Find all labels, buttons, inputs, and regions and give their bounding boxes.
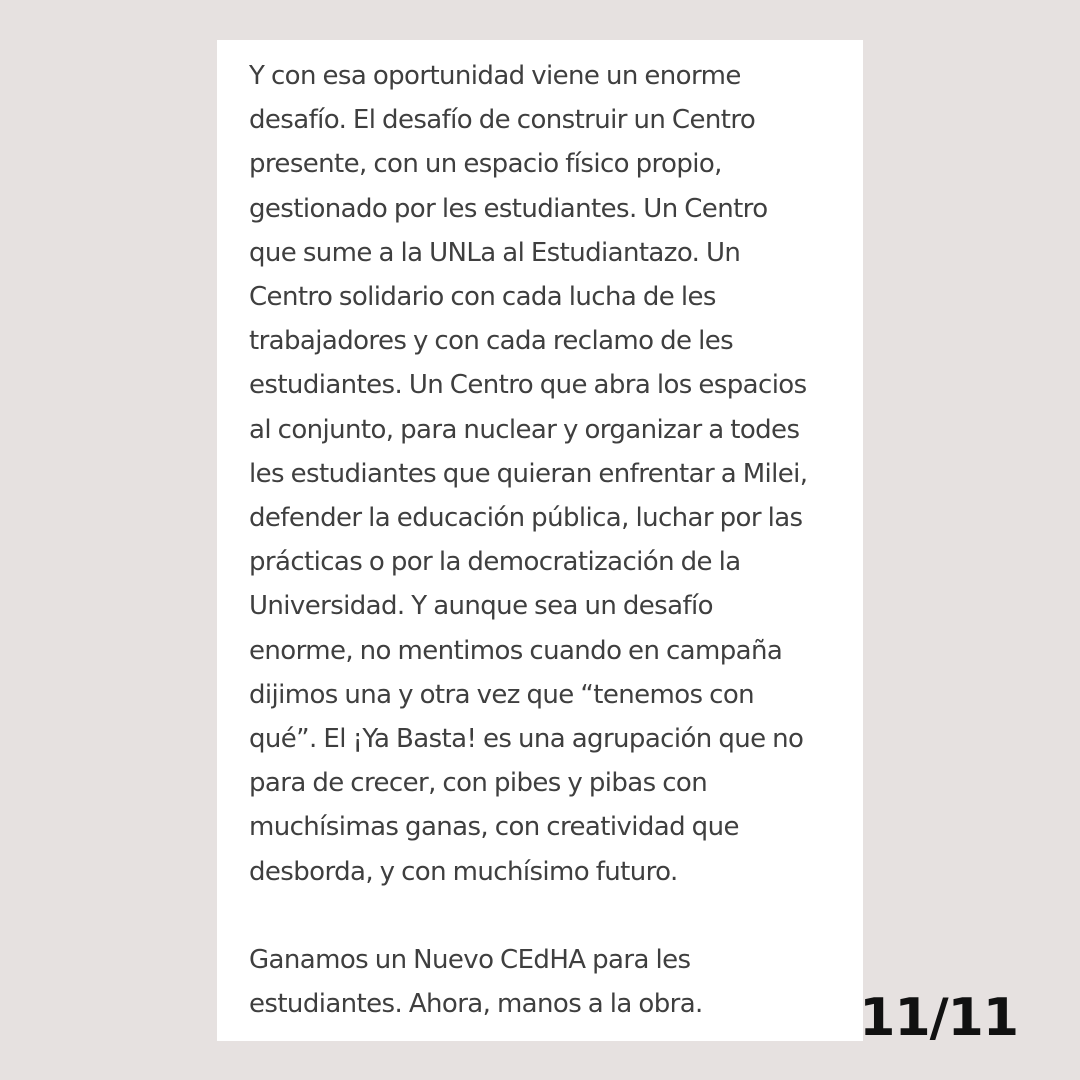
paragraph-2 (249, 938, 833, 1026)
text-line: estudiantes. Ahora, manos a la obra. (249, 989, 703, 1020)
text-line: les estudiantes que quieran enfrentar a Milei, (249, 458, 808, 489)
text-line: para de crecer, con pibes y pibas con (249, 768, 708, 799)
page-counter: 11/11 (859, 988, 1018, 1048)
text-line: qué”. El ¡Ya Basta! es una agrupación que no (249, 724, 804, 755)
text-line: Universidad. Y aunque sea un desafío (249, 591, 713, 622)
text-line: estudiantes. Un Centro que abra los espacios (249, 370, 807, 401)
text-line: prácticas o por la democratización de la (249, 547, 741, 578)
text-line: defender la educación pública, luchar por las (249, 503, 803, 534)
text-card (217, 40, 863, 1041)
paragraph-1 (249, 54, 833, 894)
text-line: presente, con un espacio físico propio, (249, 149, 722, 180)
text-line: desafío. El desafío de construir un Centro (249, 105, 756, 136)
text-line: muchísimas ganas, con creatividad que (249, 812, 739, 843)
text-line: que sume a la UNLa al Estudiantazo. Un (249, 237, 741, 268)
paragraph-spacer (249, 894, 833, 938)
text-line: enorme, no mentimos cuando en campaña (249, 635, 783, 666)
text-line: al conjunto, para nuclear y organizar a todes (249, 414, 800, 445)
text-line: trabajadores y con cada reclamo de les (249, 326, 734, 357)
text-line: dijimos una y otra vez que “tenemos con (249, 679, 755, 710)
text-line: desborda, y con muchísimo futuro. (249, 856, 678, 887)
text-line: Centro solidario con cada lucha de les (249, 282, 716, 313)
text-line: gestionado por les estudiantes. Un Centro (249, 193, 768, 224)
text-line: Ganamos un Nuevo CEdHA para les (249, 944, 691, 975)
text-line: Y con esa oportunidad viene un enorme (249, 61, 741, 91)
